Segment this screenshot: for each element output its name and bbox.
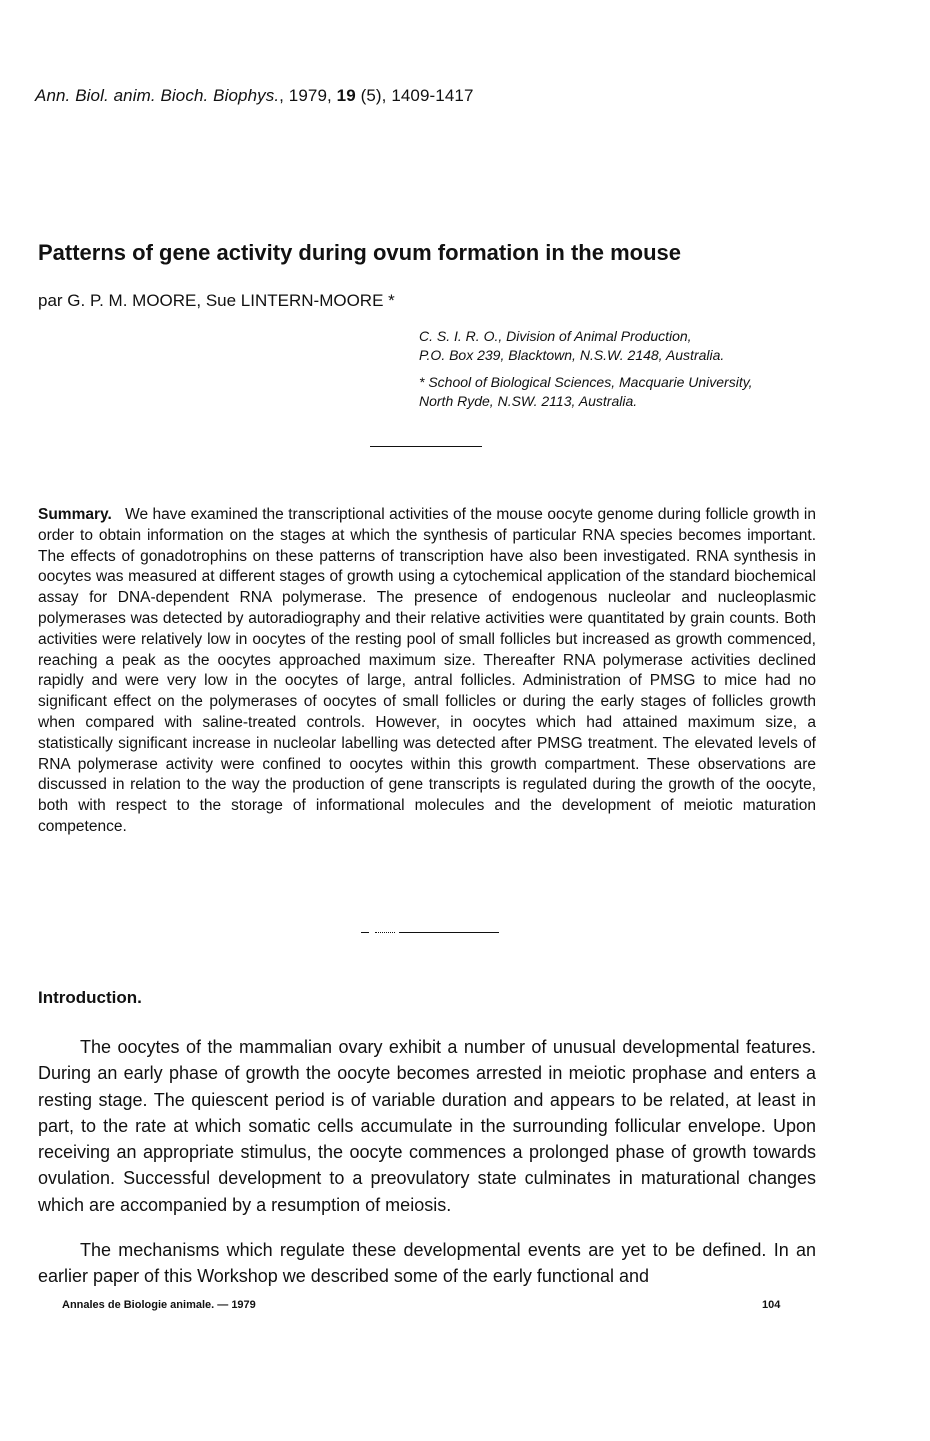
citation-year: , 1979, (279, 86, 337, 105)
page-number: 104 (762, 1299, 781, 1311)
journal-citation (35, 86, 474, 106)
section-divider (370, 446, 482, 447)
introduction-paragraph-2: The mechanisms which regulate these developmental events are yet to be defined. In an earlier paper of this Workshop we described some of the early functional and (38, 1240, 816, 1287)
citation-volume: 19 (336, 86, 356, 105)
introduction-heading: Introduction. (38, 988, 142, 1007)
affiliation-2 (419, 373, 753, 411)
introduction-paragraph-1: The oocytes of the mammalian ovary exhibit a number of unusual developmental features. During an early phase of growth the oocyte becomes arrested in meiotic prophase and enters a resting stage. The quiescent period is of variable duration and appears to be related, at least in part, to the rate at which somatic cells accumulate in the surrounding follicular envelope. Upon receiving an appropriate stimulus, the oocyte commences a prolonged phase of growth towards ovulation. Successful development to a preovulatory state culminates in maturational changes which are accompanied by a resumption of meiosis. (38, 1037, 816, 1215)
summary-label: Summary. (38, 506, 112, 523)
affiliation-2-line-2: North Ryde, N.SW. 2113, Australia. (419, 393, 638, 409)
summary-end-divider (361, 930, 499, 934)
article-authors: par G. P. M. MOORE, Sue LINTERN-MOORE * (38, 291, 395, 310)
citation-issue-pages: (5), 1409-1417 (355, 86, 474, 105)
article-title: Patterns of gene activity during ovum formation in the mouse (38, 240, 681, 265)
affiliation-1-line-2: P.O. Box 239, Blacktown, N.S.W. 2148, Australia. (419, 347, 725, 363)
summary-paragraph (38, 505, 816, 838)
footer-journal: Annales de Biologie animale. — 1979 (62, 1299, 256, 1311)
affiliation-1-line-1: C. S. I. R. O., Division of Animal Production, (419, 328, 692, 344)
summary-text: We have examined the transcriptional activities of the mouse oocyte genome during follicle growth in order to obtain information on the stages at which the synthesis of particular RNA species becomes important. The effects of gonadotrophins on these patterns of transcription have also been investigated. RNA synthesis in oocytes was measured at different stages of growth using a cytochemical application of the standard biochemical assay for DNA-dependent RNA polymerase. The presence of endogenous nucleolar and nucleoplasmic polymerases was detected by autoradiography and their relative activities were quantitated by grain counts. Both activities were relatively low in oocytes of the resting pool of small follicles but increased as growth commenced, reaching a peak as the oocytes approached maximum size. Thereafter RNA polymerase activities declined rapidly and were very low in the oocytes of large, antral follicles. Administration of PMSG to mice had no significant effect on the polymerases of oocytes of small follicles or during the early stages of follicles growth when compared with saline-treated controls. However, in oocytes which had attained maximum size, a statistically significant increase in nucleolar labelling was detected after PMSG treatment. The elevated levels of RNA polymerase activity were confined to oocytes within this growth compartment. These observations are discussed in relation to the way the production of gene transcripts is regulated during the growth of the oocyte, both with respect to the storage of informational molecules and the development of meiotic maturation competence. (38, 506, 816, 835)
affiliation-1 (419, 327, 724, 365)
citation-journal: Ann. Biol. anim. Bioch. Biophys. (35, 86, 280, 105)
affiliation-2-line-1: * School of Biological Sciences, Macquarie University, (419, 374, 753, 390)
